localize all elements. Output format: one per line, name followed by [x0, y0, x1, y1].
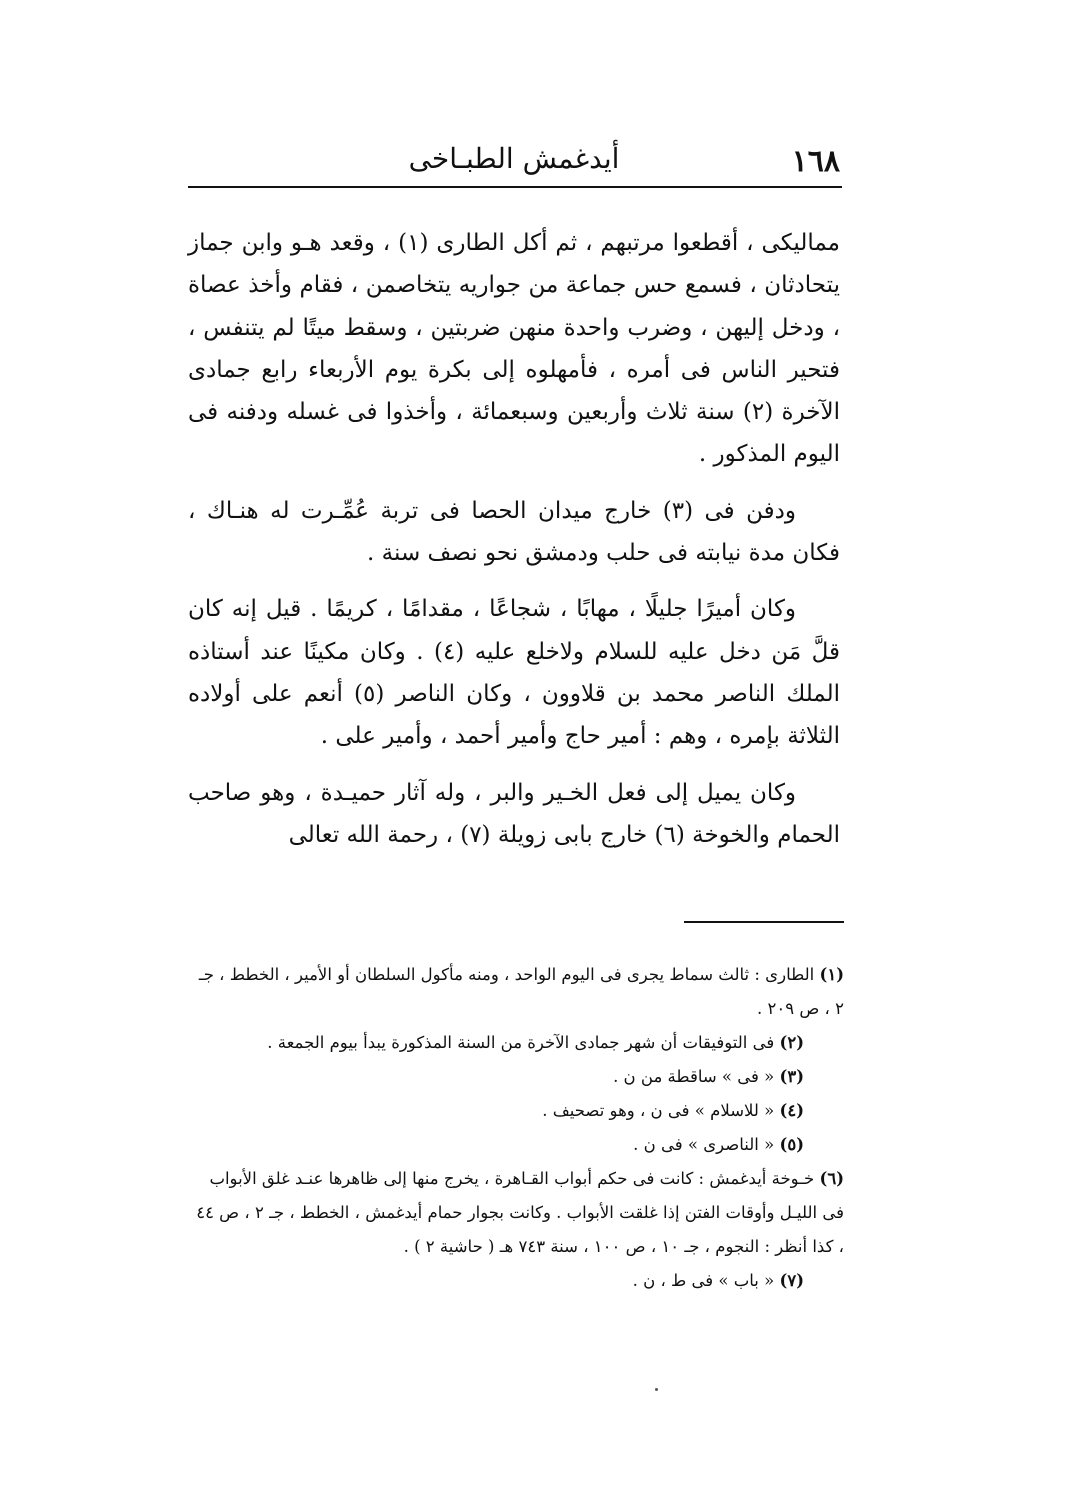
footnotes [188, 958, 844, 1298]
page-header [188, 140, 840, 186]
paragraph: وكان أميرًا جليلًا ، مهابًا ، شجاعًا ، مقدامًا ، كريمًا . قيل إنه كان قلَّ مَن دخل عليه للسلام ولاخلع عليه (٤) . وكان مكينًا عند أستاذه الملك الناصر محمد بن قلاوون ، وكان الناصر (٥) أنعم على أولاده الثلاثة بإمره ، وهم : أمير حاج وأمير أحمد ، وأمير على . [188, 596, 841, 750]
body-text [188, 222, 840, 856]
footnote-number: (٦) [819, 1169, 844, 1188]
footnote-number: (٧) [779, 1271, 804, 1290]
scan-mark [655, 1388, 658, 1391]
footnote-number: (٤) [779, 1101, 804, 1120]
footnote-text: فى التوفيقات أن شهر جمادى الآخرة من السنة المذكورة يبدأ بيوم الجمعة . [267, 1033, 775, 1052]
footnote [188, 1128, 844, 1162]
footnote-number: (٣) [779, 1067, 804, 1086]
footnote-text: « الناصرى » فى ن . [633, 1135, 775, 1154]
paragraph: مماليكى ، أقطعوا مرتبهم ، ثم أكل الطارى (١) ، وقعد هـو وابن جماز يتحادثان ، فسمع حس جماعة من جواريه يتخاصمن ، فقام وأخذ عصاة ، ودخل إليهن ، وضرب واحدة منهن ضربتين ، وسقط ميتًا لم يتنفس ، فتحير الناس فى أمره ، فأمهلوه إلى بكرة يوم الأربعاء رابع جمادى الآخرة (٢) سنة ثلاث وأربعين وسبعمائة ، وأخذوا فى غسله ودفنه فى اليوم المذكور . [188, 230, 840, 468]
running-head: أيدغمش الطبـاخى [408, 142, 620, 175]
paragraph: وكان يميل إلى فعل الخـير والبر ، وله آثار حميـدة ، وهو صاحب الحمام والخوخة (٦) خارج بابى زويلة (٧) ، رحمة الله تعالى [188, 779, 840, 848]
footnote [188, 1060, 844, 1094]
header-rule [188, 186, 842, 188]
footnote [188, 1162, 844, 1264]
footnote-text: الطارى : ثالث سماط يجرى فى اليوم الواحد ، ومنه مأكول السلطان أو الأمير ، الخطط ، جـ ٢ ، ص ٢٠٩ . [198, 965, 844, 1018]
footnote-rule [684, 921, 844, 923]
footnote-text: « فى » ساقطة من ن . [613, 1067, 775, 1086]
footnote-number: (١) [819, 965, 844, 984]
footnote [188, 1264, 844, 1298]
paragraph: ودفن فى (٣) خارج ميدان الحصا فى تربة عُمِّـرت له هنـاك ، فكان مدة نيابته فى حلب ودمشق نحو نصف سنة . [188, 497, 840, 567]
footnote-text: « للاسلام » فى ن ، وهو تصحيف . [542, 1101, 775, 1120]
footnote [188, 1094, 844, 1128]
footnote-number: (٥) [779, 1135, 804, 1154]
page-number: ١٦٨ [791, 144, 840, 179]
footnote-number: (٢) [779, 1033, 804, 1052]
footnote [188, 958, 844, 1026]
footnote [188, 1026, 844, 1060]
footnote-text: خـوخة أيدغمش : كانت فى حكم أبواب القـاهرة ، يخرج منها إلى ظاهرها عنـد غلق الأبواب فى الليـل وأوقات الفتن إذا غلقت الأبواب . وكانت بجوار حمام أيدغمش ، الخطط ، جـ ٢ ، ص ٤٤ ، كذا أنظر : النجوم ، جـ ١٠ ، ص ١٠٠ ، سنة ٧٤٣ هـ ( حاشية ٢ ) . [196, 1169, 844, 1256]
footnote-text: « باب » فى ط ، ن . [632, 1271, 775, 1290]
